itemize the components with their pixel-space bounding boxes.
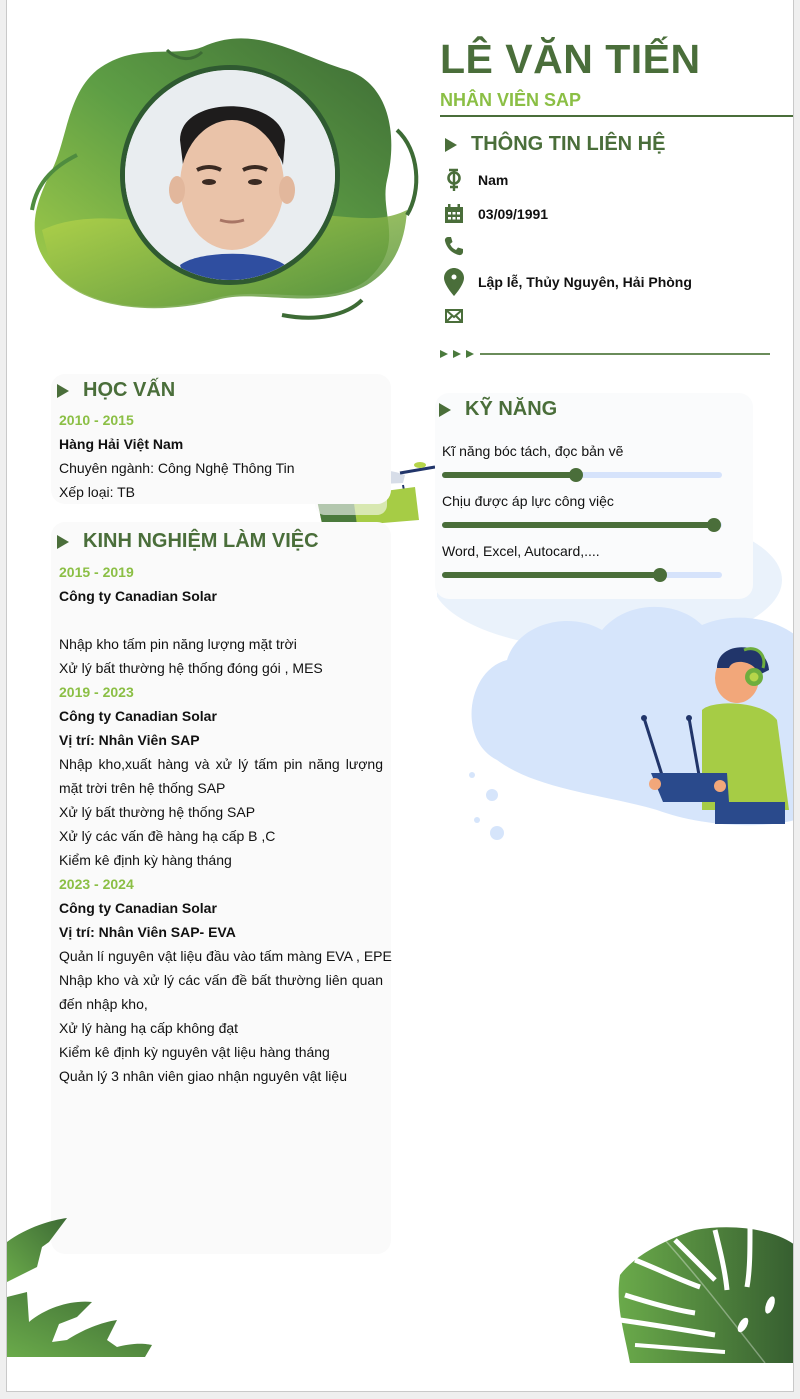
contact-birthday [443, 200, 548, 228]
job-duty: mặt trời trên hệ thống SAP [59, 780, 226, 796]
divider-line [480, 353, 770, 355]
skill-bar [442, 522, 722, 528]
arrow-bullet-icon [440, 350, 448, 358]
skill-bar-fill [442, 522, 714, 528]
job-company: Công ty Canadian Solar [59, 708, 217, 724]
contact-email [443, 302, 478, 330]
education-major: Chuyên ngành: Công Nghệ Thông Tin [59, 460, 295, 476]
skill-bar [442, 472, 722, 478]
skill-bar [442, 572, 722, 578]
triangle-bullet-icon [57, 384, 69, 398]
calendar-icon [443, 202, 465, 226]
job-duty: Kiểm kê định kỳ hàng tháng [59, 852, 232, 868]
triangle-bullet-icon [57, 535, 69, 549]
arrow-bullet-icon [466, 350, 474, 358]
triangle-bullet-icon [445, 138, 457, 152]
job-position: Vị trí: Nhân Viên SAP [59, 732, 200, 748]
skill-label: Chịu được áp lực công việc [442, 493, 614, 509]
experience-section-title [57, 530, 319, 553]
job-duty: Nhập kho,xuất hàng và xử lý tấm pin năng lượng [59, 756, 383, 772]
job-duty: đến nhập kho, [59, 996, 148, 1012]
candidate-role: NHÂN VIÊN SAP [440, 90, 582, 110]
job-position [59, 608, 383, 632]
job-years: 2019 - 2023 [59, 684, 134, 700]
job-company: Công ty Canadian Solar [59, 900, 217, 916]
job-duty: Nhập kho tấm pin năng lượng mặt trời [59, 636, 297, 652]
job-duty: Xử lý các vấn đề hàng hạ cấp B ,C [59, 828, 276, 844]
header-divider [440, 115, 794, 117]
contact-divider [440, 350, 770, 358]
phone-icon [443, 234, 465, 258]
experience-list [59, 560, 392, 1088]
education-section-title [57, 379, 175, 402]
job-duty: Xử lý bất thường hệ thống đóng gói , MES [59, 660, 323, 676]
triangle-bullet-icon [439, 403, 451, 417]
job-duty: Kiểm kê định kỳ nguyên vật liệu hàng tháng [59, 1044, 330, 1060]
job-duty: Xử lý hàng hạ cấp không đạt [59, 1020, 239, 1036]
gender-value: Nam [478, 172, 509, 188]
email-icon [443, 304, 465, 328]
gender-icon [443, 168, 465, 192]
skill-label: Kĩ năng bóc tách, đọc bản vẽ [442, 443, 624, 459]
contact-title-text: THÔNG TIN LIÊN HỆ [471, 133, 666, 155]
education-grade: Xếp loại: TB [59, 484, 136, 500]
palm-leaves-decoration [7, 1212, 157, 1372]
education-title-text: HỌC VẤN [83, 379, 176, 401]
monstera-leaf-decoration [615, 1225, 794, 1370]
skill-label: Word, Excel, Autocard,.... [442, 543, 600, 559]
job-position: Vị trí: Nhân Viên SAP- EVA [59, 924, 236, 940]
cv-page [6, 0, 794, 1392]
skill-bar-fill [442, 472, 576, 478]
profile-photo [120, 65, 340, 285]
job-years: 2015 - 2019 [59, 564, 134, 580]
contact-section-title [445, 133, 665, 156]
candidate-name: LÊ VĂN TIẾN [440, 36, 701, 82]
skill-bar-fill [442, 572, 660, 578]
skills-title-text: KỸ NĂNG [465, 398, 558, 420]
skills-section-title [439, 398, 557, 421]
contact-address [443, 268, 692, 296]
contact-gender [443, 166, 508, 194]
education-school: Hàng Hải Việt Nam [59, 436, 184, 452]
location-icon [443, 270, 465, 294]
education-entry [59, 408, 383, 504]
job-duty: Quản lý 3 nhân viên giao nhận nguyên vật liệu [59, 1068, 347, 1084]
arrow-bullet-icon [453, 350, 461, 358]
job-years: 2023 - 2024 [59, 876, 134, 892]
education-years: 2010 - 2015 [59, 412, 134, 428]
job-duty: Xử lý bất thường hệ thống SAP [59, 804, 256, 820]
experience-title-text: KINH NGHIỆM LÀM VIỆC [83, 530, 319, 552]
job-duty: Nhập kho và xử lý các vấn đề bất thường liên quan [59, 972, 383, 988]
skill-bar-knob [707, 518, 721, 532]
job-company: Công ty Canadian Solar [59, 588, 217, 604]
job-duty: Quản lí nguyên vật liệu đầu vào tấm màng EVA , EPE [59, 948, 392, 964]
contact-phone [443, 232, 478, 260]
birthday-value: 03/09/1991 [478, 206, 549, 222]
address-value: Lập lễ, Thủy Nguyên, Hải Phòng [478, 274, 692, 290]
person-photo-icon [125, 70, 335, 280]
